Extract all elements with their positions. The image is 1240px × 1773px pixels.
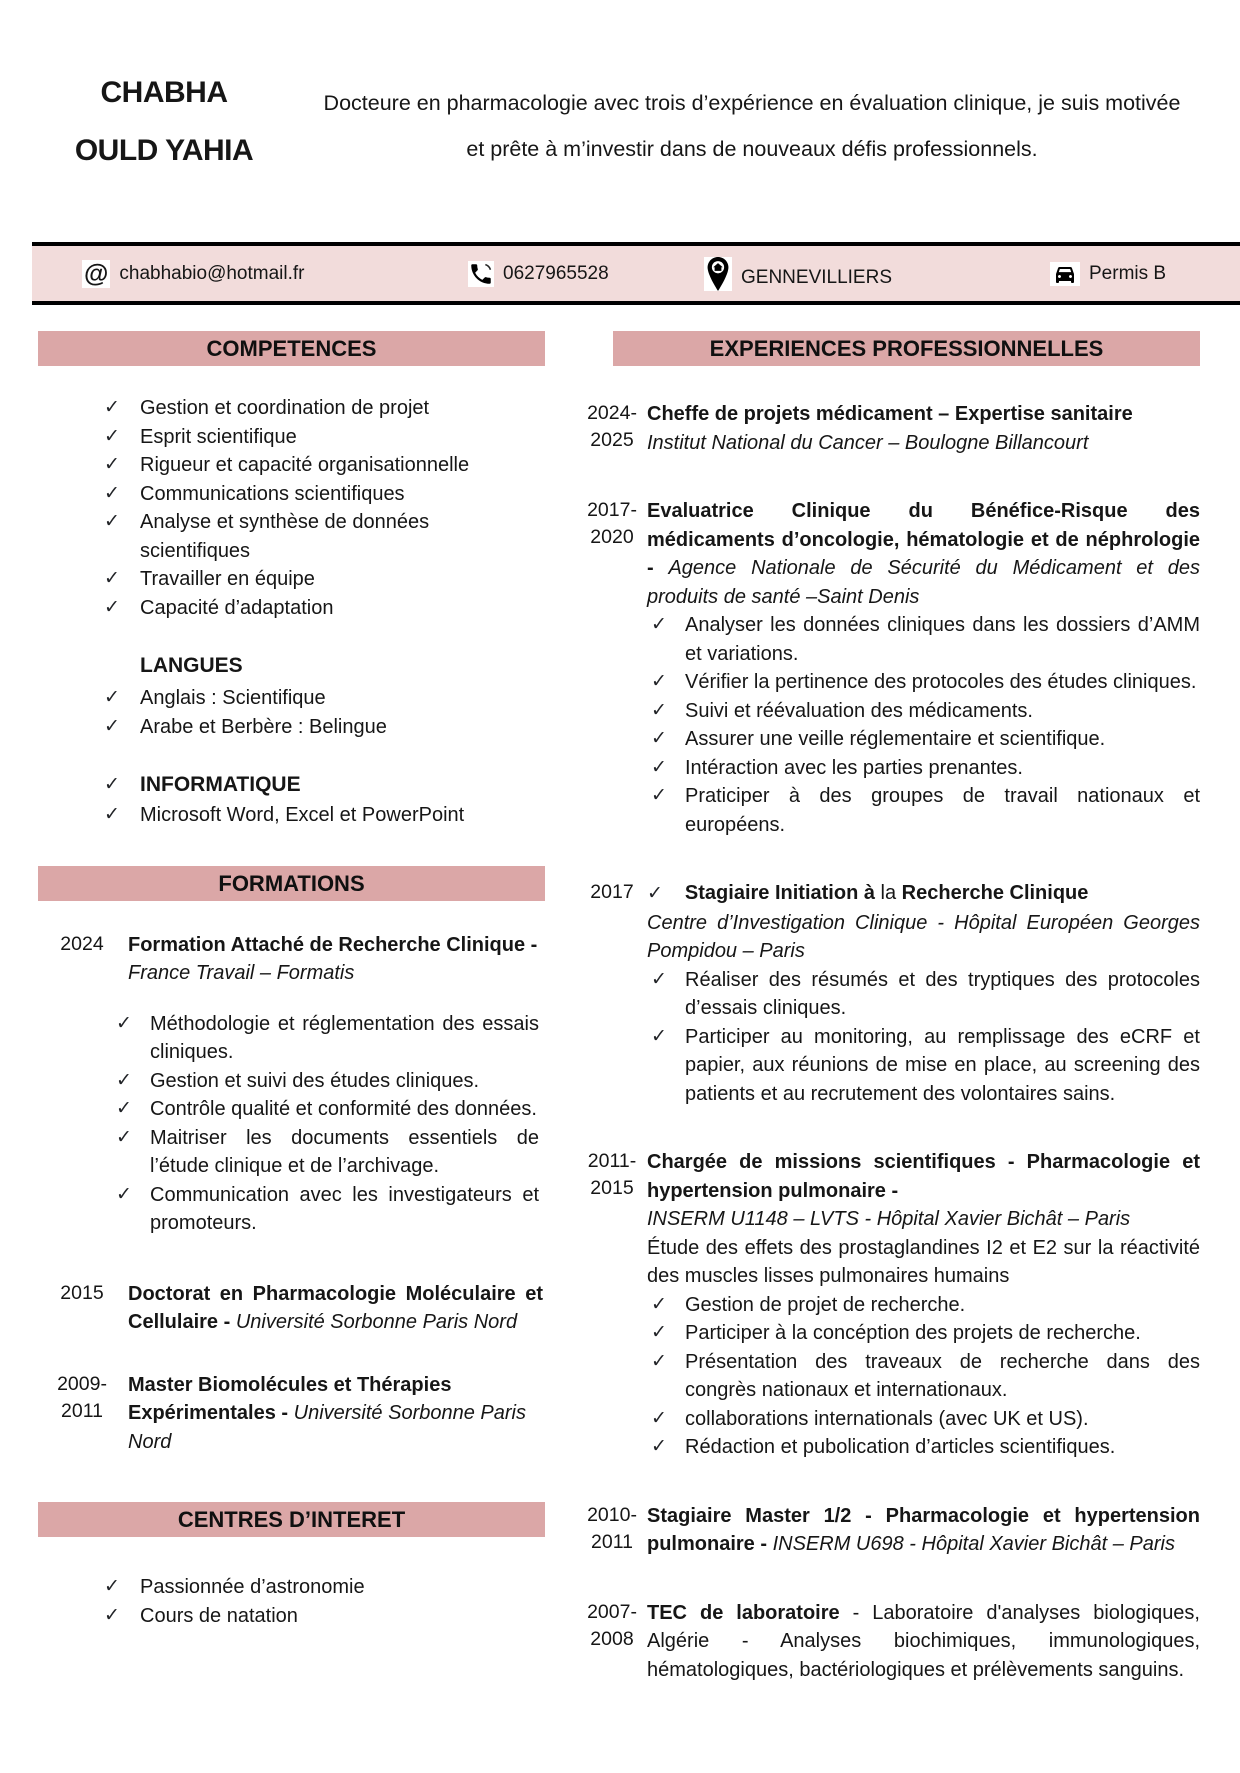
list-item (647, 1348, 1200, 1405)
list-item (647, 1405, 1200, 1434)
list-item-text: Gestion de projet de recherche. (685, 1293, 966, 1316)
formation-title: Formation Attaché de Recherche Clinique - (128, 933, 538, 956)
list-item (38, 1181, 545, 1238)
contact-bar (32, 242, 1240, 305)
experience-date (583, 400, 641, 457)
check-icon: ✓ (651, 756, 667, 778)
check-icon: ✓ (651, 785, 667, 806)
phone-icon (468, 261, 494, 287)
check-icon: ✓ (104, 687, 120, 708)
formation-body (128, 931, 545, 988)
date-line: 2017 (590, 881, 634, 903)
list-item-text: Méthodologie et réglementation des essais cliniques. (150, 1012, 539, 1063)
experience-title: Stagiaire Master 1/2 - (647, 1504, 886, 1527)
section-title-competences: COMPETENCES (38, 331, 545, 366)
experience-bullets (647, 611, 1200, 839)
formation-subtitle: Université Sorbonne Paris Nord (235, 1311, 518, 1333)
contact-phone (468, 246, 609, 301)
list-item (38, 1010, 545, 1067)
check-icon: ✓ (104, 425, 120, 447)
name-block (34, 76, 294, 172)
check-icon: ✓ (116, 1012, 132, 1034)
date-line: 2009- (57, 1372, 107, 1395)
formation-bullets (38, 1010, 545, 1238)
list-item-text: Assurer une veille réglementaire et scientifique. (685, 728, 1106, 750)
check-icon: ✓ (651, 968, 667, 990)
check-icon: ✓ (647, 883, 663, 904)
formation-entry (38, 931, 545, 988)
last-name: OULD YAHIA (74, 134, 254, 167)
experience-entry (583, 497, 1200, 839)
experience-body (647, 1148, 1200, 1462)
list-item (38, 1124, 545, 1181)
check-icon: ✓ (651, 1350, 667, 1372)
check-icon: ✓ (104, 454, 120, 475)
list-item-text: Cours de natation (140, 1604, 298, 1627)
list-item-text: Analyser les données cliniques dans les dossiers d’AMM et variations. (685, 614, 1200, 665)
list-item (647, 1433, 1200, 1462)
header (0, 0, 1240, 172)
experience-subtitle: Agence Nationale de Sécurité du Médicament et des produits de santé –Saint Denis (647, 557, 1201, 608)
experience-date (583, 1502, 641, 1559)
list-item-text: Contrôle qualité et conformité des données. (150, 1098, 537, 1120)
list-item (647, 754, 1200, 783)
check-icon: ✓ (651, 728, 667, 749)
experience-date (583, 497, 641, 839)
list-item (38, 1573, 545, 1602)
section-title-interets: CENTRES D’INTERET (38, 1502, 545, 1537)
list-item-text: Communications scientifiques (140, 482, 405, 505)
list-item (647, 725, 1200, 754)
informatique-list (38, 801, 545, 830)
check-icon: ✓ (104, 774, 120, 795)
check-icon: ✓ (104, 568, 120, 589)
formation-title: Doctorat en Pharmacologie Moléculaire et Cellulaire - (128, 1282, 543, 1333)
experience-title: Stagiaire Initiation à (684, 882, 875, 904)
contact-location (704, 246, 892, 301)
formation-date (52, 931, 112, 988)
experience-title: Pharmacologie et hypertension pulmonaire - (647, 1504, 1200, 1555)
list-item (647, 697, 1200, 726)
formation-body (128, 1371, 545, 1457)
list-item-text: Anglais : Scientifique (140, 687, 326, 709)
formation-title: Master Biomolécules et Thérapies Expérimentales - (128, 1373, 452, 1424)
experience-entry (583, 400, 1200, 457)
car-icon (1050, 262, 1080, 286)
formation-body (128, 1280, 545, 1337)
experience-bullets (647, 1291, 1200, 1462)
list-item-text: Gestion et suivi des études cliniques. (150, 1069, 480, 1092)
list-item-text: Communication avec les investigateurs et promoteurs. (150, 1183, 539, 1234)
date-line: 2024- (587, 402, 637, 424)
list-item-text: Rédaction et pubolication d’articles scientifiques. (685, 1436, 1116, 1458)
check-icon: ✓ (651, 1322, 667, 1343)
list-item (647, 1291, 1200, 1320)
check-icon: ✓ (651, 1436, 667, 1457)
list-item-text: collaborations internationals (avec UK et US). (685, 1407, 1089, 1430)
at-icon: @ (84, 259, 109, 288)
list-item-text: Arabe et Berbère : Belingue (140, 715, 387, 738)
check-icon: ✓ (116, 1183, 132, 1205)
first-name: CHABHA (100, 76, 228, 109)
experience-title: Cheffe de projets médicament – Expertise sanitaire (647, 403, 1133, 425)
list-item-text: Analyse et synthèse de données scientifiques (140, 511, 430, 562)
interets-list (38, 1573, 545, 1630)
list-item (38, 1095, 545, 1124)
permit-text: Permis B (1089, 262, 1167, 284)
left-column (38, 331, 545, 1630)
list-item (38, 1067, 545, 1096)
experience-entry (583, 1502, 1200, 1559)
experience-title: Chargée de missions scientifiques - Pharmacologie et hypertension pulmonaire - (647, 1151, 1200, 1202)
subsection-informatique (38, 771, 545, 799)
list-item (38, 713, 545, 742)
list-item-text: Présentation des traveaux de recherche dans des congrès nationaux et internationaux. (685, 1350, 1200, 1401)
experience-subtitle: Centre d’Investigation Clinique - Hôpital Européen Georges Pompidou – Paris (647, 911, 1200, 962)
experience-date (583, 1148, 641, 1462)
phone-text: 0627965528 (503, 262, 609, 284)
experience-title-mid: la (880, 882, 897, 904)
list-item (38, 480, 545, 509)
date-line: 2010- (587, 1503, 637, 1526)
experience-date (583, 879, 641, 1108)
formation-subtitle: France Travail – Formatis (128, 962, 355, 984)
experience-title: TEC de laboratoire (647, 1601, 840, 1624)
email-text: chabhabio@hotmail.fr (119, 262, 305, 284)
list-item-text: Suivi et réévaluation des médicaments. (685, 699, 1033, 722)
experience-entry (583, 1599, 1200, 1685)
check-icon: ✓ (104, 804, 120, 825)
experience-description: - Laboratoire d'analyses biologiques, Algérie - Analyses biochimiques, immunologiques, hématologiques, bactériologiques et prélèvements sanguins. (647, 1601, 1200, 1681)
experience-subtitle: INSERM U698 - Hôpital Xavier Bichât – Paris (772, 1533, 1175, 1555)
check-icon: ✓ (651, 1293, 667, 1315)
list-item (647, 966, 1200, 1023)
experience-bullets (647, 966, 1200, 1109)
right-column (583, 331, 1200, 1684)
experience-body (647, 879, 1200, 1108)
list-item-text: Gestion et coordination de projet (140, 397, 430, 419)
list-item (38, 1602, 545, 1631)
list-item-text: Réaliser des résumés et des tryptiques des protocoles d’essais cliniques. (685, 968, 1200, 1019)
check-icon: ✓ (104, 397, 120, 418)
competences-list (38, 394, 545, 622)
date-line: 2015 (60, 1281, 104, 1304)
date-line: 2024 (60, 932, 104, 955)
list-item (647, 611, 1200, 668)
date-line: 2007- (587, 1600, 637, 1623)
list-item-text: Vérifier la pertinence des protocoles des études cliniques. (685, 671, 1197, 693)
list-item-text: Participer à la concéption des projets de recherche. (685, 1322, 1141, 1344)
list-item (38, 801, 545, 830)
list-item (647, 668, 1200, 697)
check-icon: ✓ (104, 482, 120, 504)
list-item (38, 684, 545, 713)
list-item (38, 394, 545, 423)
check-icon: ✓ (116, 1126, 132, 1148)
experience-title: Evaluatrice Clinique du Bénéfice-Risque des médicaments d’oncologie, hématologie et de néphrologie - (647, 500, 1200, 579)
contact-email (82, 246, 305, 301)
check-icon: ✓ (104, 715, 120, 737)
list-item-text: Capacité d’adaptation (140, 596, 334, 619)
experience-description: Étude des effets des prostaglandines I2 et E2 sur la réactivité des muscles lisses pulmonaires humains (647, 1236, 1200, 1287)
check-icon: ✓ (651, 671, 667, 692)
section-title-formations: FORMATIONS (38, 866, 545, 901)
subsection-langues: LANGUES (140, 654, 243, 677)
check-icon: ✓ (651, 1025, 667, 1047)
date-line: 2011 (591, 1530, 633, 1553)
experience-body (647, 497, 1200, 839)
section-title-experiences: EXPERIENCES PROFESSIONNELLES (613, 331, 1200, 366)
list-item (38, 508, 545, 565)
list-item (647, 782, 1200, 839)
list-item-text: Passionnée d’astronomie (140, 1576, 365, 1598)
columns (38, 331, 1200, 1684)
formation-date (52, 1371, 112, 1457)
list-item (38, 423, 545, 452)
check-icon: ✓ (651, 1407, 667, 1429)
list-item-text: Maitriser les documents essentiels de l’étude clinique et de l’archivage. (150, 1126, 539, 1177)
date-line: 2020 (590, 526, 634, 548)
list-item (38, 594, 545, 623)
date-line: 2025 (590, 429, 634, 451)
list-item-text: Rigueur et capacité organisationnelle (140, 454, 470, 476)
formation-subtitle: Université Sorbonne Paris Nord (128, 1402, 526, 1453)
list-item (38, 451, 545, 480)
formation-entry (38, 1280, 545, 1337)
list-item (647, 1319, 1200, 1348)
date-line: 2015 (590, 1177, 634, 1199)
profile-summary: Docteure en pharmacologie avec trois d’expérience en évaluation clinique, je suis motivée et prête à m’investir dans de nouveaux défis professionnels. (323, 91, 1181, 161)
formation-entry (38, 1371, 545, 1457)
list-item-text: Microsoft Word, Excel et PowerPoint (140, 804, 465, 826)
check-icon: ✓ (104, 511, 120, 532)
list-item-text: Intéraction avec les parties prenantes. (685, 756, 1023, 779)
experience-entry (583, 1148, 1200, 1462)
check-icon: ✓ (104, 1576, 120, 1597)
check-icon: ✓ (651, 614, 667, 635)
list-item-text: Travailler en équipe (140, 568, 315, 590)
experience-title: Recherche Clinique (901, 882, 1089, 904)
experience-body (647, 400, 1200, 457)
check-icon: ✓ (651, 699, 667, 721)
check-icon: ✓ (116, 1069, 132, 1091)
formation-date (52, 1280, 112, 1337)
check-icon: ✓ (104, 596, 120, 618)
contact-permit (1050, 246, 1166, 301)
location-text: GENNEVILLIERS (741, 266, 892, 288)
date-line: 2011 (61, 1399, 103, 1422)
date-line: 2008 (590, 1627, 634, 1650)
list-item (647, 1023, 1200, 1109)
list-item-text: Praticiper à des groupes de travail nationaux et européens. (685, 785, 1200, 836)
experience-subtitle: INSERM U1148 – LVTS - Hôpital Xavier Bichât – Paris (647, 1208, 1131, 1230)
date-line: 2017- (587, 499, 637, 521)
list-item-text: Participer au monitoring, au remplissage des eCRF et papier, aux réunions de mise en place, au screening des patients et au recrutement des volontaires sains. (685, 1025, 1200, 1105)
check-icon: ✓ (104, 1604, 120, 1626)
langues-list (38, 684, 545, 741)
check-icon: ✓ (116, 1098, 132, 1119)
experience-body (647, 1502, 1200, 1559)
experience-subtitle: Institut National du Cancer – Boulogne Billancourt (647, 431, 1089, 454)
experience-date (583, 1599, 641, 1685)
map-pin-icon (704, 257, 732, 291)
list-item (38, 565, 545, 594)
list-item-text: Esprit scientifique (140, 425, 297, 448)
date-line: 2011- (587, 1150, 637, 1172)
experience-body (647, 1599, 1200, 1685)
subsection-title: INFORMATIQUE (140, 773, 301, 796)
experience-entry (583, 879, 1200, 1108)
